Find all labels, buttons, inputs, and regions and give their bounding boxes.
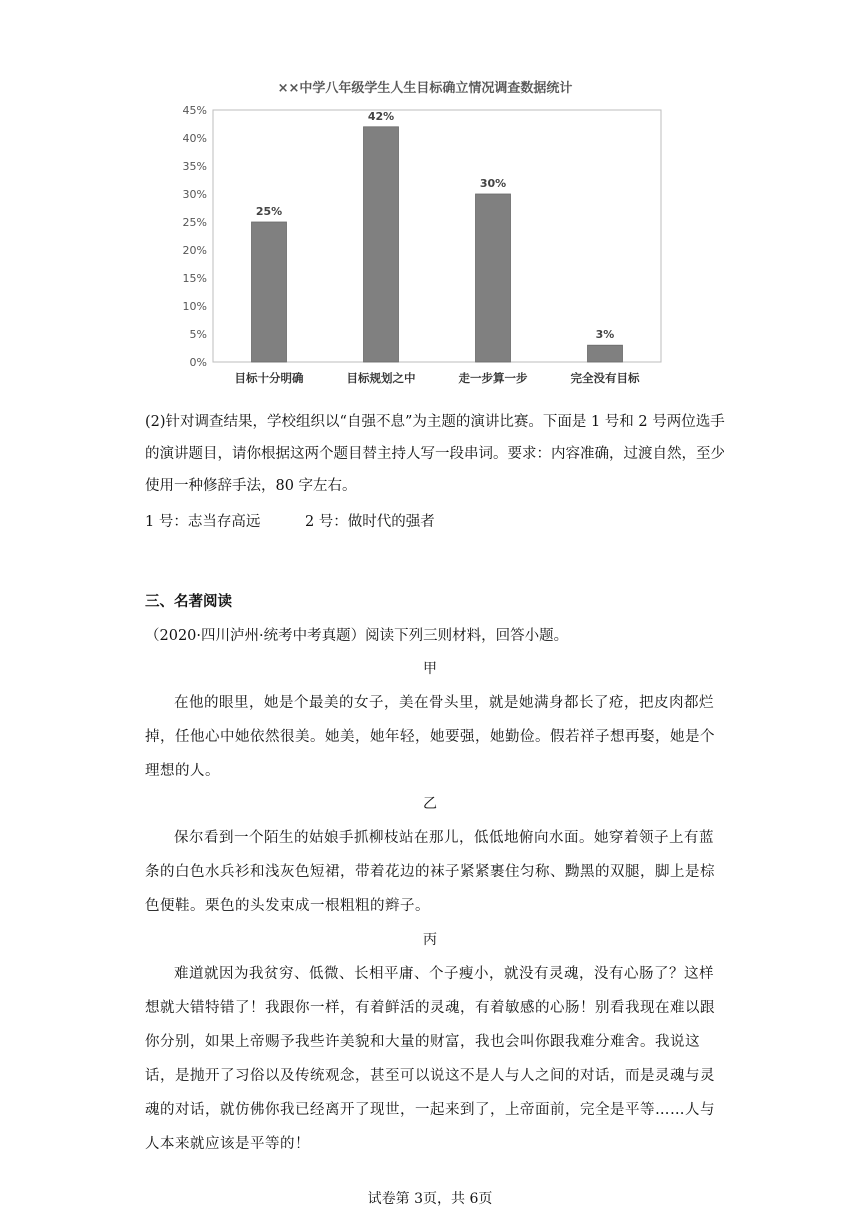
material-bing-text: 难道就因为我贫穷、低微、长相平庸、个子瘦小，就没有灵魂，没有心肠了？这样想就大错特错了！我跟你一样，有着鲜活的灵魂，有着敏感的心肠！别看我现在难以跟你分别，如果上帝赐予我些许美貌和大量的财富，我也会叫你跟我难分难舍。我说这话，是抛开了习俗以及传统观念，甚至可以说这不是人与人之间的对话，而是灵魂与灵魂的对话，就仿佛你我已经离开了现世，一起来到了，上帝面前，完全是平等……人与人本来就应该是平等的！	[145, 966, 715, 1152]
chart-title: ××中学八年级学生人生目标确立情况调查数据统计	[277, 81, 573, 96]
material-jia-label: 甲	[423, 661, 437, 677]
y-tick-label: 5%	[189, 328, 207, 341]
bar	[476, 194, 511, 362]
y-tick-label: 15%	[182, 272, 207, 285]
bar-chart	[180, 72, 680, 392]
bars	[252, 127, 623, 362]
category-labels	[235, 371, 640, 385]
data-label: 30%	[479, 177, 507, 190]
material-yi-text: 保尔看到一个陌生的姑娘手抓柳枝站在那儿，低低地俯向水面。她穿着领子上有蓝条的白色水兵衫和浅灰色短裙，带着花边的袜子紧紧裹住匀称、黝黑的双腿，脚上是棕色便鞋。栗色的头发束成一根粗粗的辫子。	[145, 830, 715, 914]
category-label: 目标十分明确	[234, 371, 304, 385]
bar	[364, 127, 399, 362]
y-tick-label: 0%	[189, 356, 207, 369]
y-axis-ticks	[183, 104, 207, 369]
y-tick-label: 10%	[182, 300, 207, 313]
question-source: （2020·四川泸州·统考中考真题）阅读下列三则材料，回答小题。	[145, 628, 569, 644]
topic-1: 1 号：志当存高远	[145, 514, 261, 530]
material-jia-text: 在他的眼里，她是个最美的女子，美在骨头里，就是她满身都长了疮，把皮肉都烂掉，任他心中她依然很美。她美，她年轻，她要强，她勤俭。假若祥子想再娶，她是个理想的人。	[145, 695, 715, 779]
data-labels	[256, 110, 615, 341]
y-tick-label: 25%	[182, 216, 207, 229]
y-tick-label: 30%	[182, 188, 207, 201]
data-label: 3%	[595, 328, 615, 342]
material-yi-label: 乙	[423, 796, 437, 812]
bar	[588, 345, 623, 362]
topic-2: 2 号：做时代的强者	[304, 514, 435, 530]
category-label: 目标规划之中	[346, 371, 416, 385]
y-tick-label: 35%	[182, 160, 207, 173]
material-bing-label: 丙	[423, 932, 437, 948]
data-label: 25%	[255, 205, 283, 218]
y-tick-label: 20%	[182, 244, 207, 257]
question-2-text: (2)针对调查结果，学校组织以“自强不息”为主题的演讲比赛。下面是 1 号和 2 号两位选手的演讲题目，请你根据这两个题目替主持人写一段串词。要求：内容准确，过渡自然，至少使用一种修辞手法，80 字左右。	[145, 414, 725, 494]
bar	[252, 222, 287, 362]
y-tick-label: 40%	[182, 132, 207, 145]
y-tick-label: 45%	[182, 104, 207, 117]
category-label: 完全没有目标	[570, 371, 640, 385]
section-3-title: 三、名著阅读	[145, 594, 232, 610]
speech-topics	[145, 506, 435, 538]
category-label: 走一步算一步	[458, 371, 528, 385]
page-footer: 试卷第 3页，共 6页	[367, 1191, 493, 1207]
data-label: 42%	[367, 109, 395, 123]
